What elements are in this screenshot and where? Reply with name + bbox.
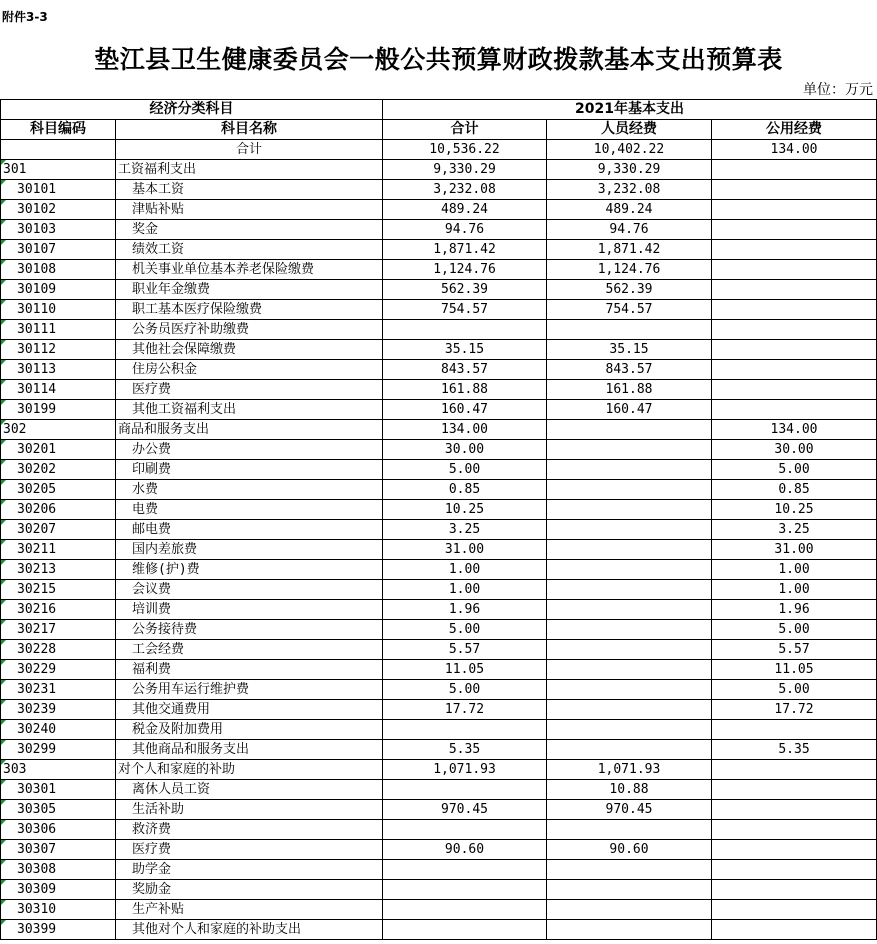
cell-marker-icon — [1, 260, 6, 265]
row-name: 福利费 — [116, 660, 383, 680]
table-row — [1, 280, 877, 300]
row-code: 30110 — [1, 300, 116, 320]
row-public: 1.96 — [712, 600, 877, 620]
row-personnel — [547, 580, 712, 600]
row-total: 562.39 — [383, 280, 547, 300]
row-total: 94.76 — [383, 220, 547, 240]
cell-marker-icon — [1, 160, 6, 165]
row-name: 生产补贴 — [116, 900, 383, 920]
row-personnel: 843.57 — [547, 360, 712, 380]
row-code: 30206 — [1, 500, 116, 520]
cell-marker-icon — [1, 880, 6, 885]
table-row — [1, 220, 877, 240]
row-total: 1,071.93 — [383, 760, 547, 780]
table-row — [1, 540, 877, 560]
row-public — [712, 720, 877, 740]
row-code: 30102 — [1, 200, 116, 220]
table-row — [1, 420, 877, 440]
row-public — [712, 780, 877, 800]
table-row — [1, 240, 877, 260]
row-total: 843.57 — [383, 360, 547, 380]
row-total — [383, 780, 547, 800]
row-personnel: 489.24 — [547, 200, 712, 220]
attachment-label: 附件3-3 — [2, 10, 48, 24]
row-public — [712, 240, 877, 260]
row-public — [712, 180, 877, 200]
row-personnel — [547, 620, 712, 640]
table-row — [1, 320, 877, 340]
row-name: 公务员医疗补助缴费 — [116, 320, 383, 340]
cell-marker-icon — [1, 380, 6, 385]
row-name: 奖金 — [116, 220, 383, 240]
cell-marker-icon — [1, 820, 6, 825]
row-total: 31.00 — [383, 540, 547, 560]
table-row — [1, 460, 877, 480]
row-name: 医疗费 — [116, 840, 383, 860]
row-name: 维修(护)费 — [116, 560, 383, 580]
row-code: 30205 — [1, 480, 116, 500]
cell-marker-icon — [1, 720, 6, 725]
header-code: 科目编码 — [1, 120, 116, 140]
total-row — [1, 140, 877, 160]
row-personnel: 9,330.29 — [547, 160, 712, 180]
row-public: 10.25 — [712, 500, 877, 520]
budget-table — [0, 99, 877, 940]
row-personnel: 161.88 — [547, 380, 712, 400]
table-row — [1, 660, 877, 680]
row-personnel: 1,071.93 — [547, 760, 712, 780]
row-personnel — [547, 880, 712, 900]
row-total — [383, 920, 547, 940]
row-total — [383, 880, 547, 900]
row-personnel — [547, 460, 712, 480]
table-row — [1, 340, 877, 360]
row-personnel: 1,871.42 — [547, 240, 712, 260]
row-name: 其他工资福利支出 — [116, 400, 383, 420]
row-public: 3.25 — [712, 520, 877, 540]
table-row — [1, 700, 877, 720]
row-name: 电费 — [116, 500, 383, 520]
row-code: 30239 — [1, 700, 116, 720]
table-row — [1, 580, 877, 600]
cell-marker-icon — [1, 520, 6, 525]
table-row — [1, 740, 877, 760]
total-public: 134.00 — [712, 140, 877, 160]
row-personnel: 94.76 — [547, 220, 712, 240]
row-personnel — [547, 900, 712, 920]
row-personnel — [547, 520, 712, 540]
row-total: 11.05 — [383, 660, 547, 680]
table-row — [1, 840, 877, 860]
table-row — [1, 360, 877, 380]
header-total: 合计 — [383, 120, 547, 140]
row-name: 其他商品和服务支出 — [116, 740, 383, 760]
row-total — [383, 820, 547, 840]
row-public — [712, 900, 877, 920]
cell-marker-icon — [1, 300, 6, 305]
row-personnel: 3,232.08 — [547, 180, 712, 200]
table-row — [1, 680, 877, 700]
row-public: 5.00 — [712, 460, 877, 480]
row-public — [712, 820, 877, 840]
row-code: 30199 — [1, 400, 116, 420]
row-name: 会议费 — [116, 580, 383, 600]
cell-marker-icon — [1, 900, 6, 905]
row-personnel — [547, 600, 712, 620]
cell-marker-icon — [1, 700, 6, 705]
table-row — [1, 400, 877, 420]
row-total: 3,232.08 — [383, 180, 547, 200]
row-code: 30309 — [1, 880, 116, 900]
cell-marker-icon — [1, 760, 6, 765]
row-code: 30103 — [1, 220, 116, 240]
cell-marker-icon — [1, 840, 6, 845]
table-row — [1, 920, 877, 940]
cell-marker-icon — [1, 580, 6, 585]
row-name: 对个人和家庭的补助 — [116, 760, 383, 780]
row-personnel — [547, 720, 712, 740]
table-row — [1, 380, 877, 400]
cell-marker-icon — [1, 320, 6, 325]
row-code: 303 — [1, 760, 116, 780]
row-name: 医疗费 — [116, 380, 383, 400]
row-code: 30201 — [1, 440, 116, 460]
table-row — [1, 900, 877, 920]
row-code: 30217 — [1, 620, 116, 640]
cell-marker-icon — [1, 240, 6, 245]
row-code: 30107 — [1, 240, 116, 260]
row-name: 税金及附加费用 — [116, 720, 383, 740]
row-code: 30229 — [1, 660, 116, 680]
row-name: 其他交通费用 — [116, 700, 383, 720]
row-name: 水费 — [116, 480, 383, 500]
table-row — [1, 440, 877, 460]
row-public — [712, 400, 877, 420]
row-public: 31.00 — [712, 540, 877, 560]
row-public — [712, 840, 877, 860]
cell-marker-icon — [1, 680, 6, 685]
cell-marker-icon — [1, 560, 6, 565]
row-public — [712, 920, 877, 940]
cell-marker-icon — [1, 460, 6, 465]
row-personnel: 160.47 — [547, 400, 712, 420]
table-row — [1, 500, 877, 520]
table-row — [1, 200, 877, 220]
row-name: 其他对个人和家庭的补助支出 — [116, 920, 383, 940]
row-code: 30231 — [1, 680, 116, 700]
row-code: 30305 — [1, 800, 116, 820]
row-name: 工会经费 — [116, 640, 383, 660]
row-public: 30.00 — [712, 440, 877, 460]
row-public — [712, 200, 877, 220]
total-personnel: 10,402.22 — [547, 140, 712, 160]
header-personnel: 人员经费 — [547, 120, 712, 140]
row-personnel — [547, 680, 712, 700]
total-total: 10,536.22 — [383, 140, 547, 160]
row-personnel: 754.57 — [547, 300, 712, 320]
row-code: 30111 — [1, 320, 116, 340]
row-public — [712, 380, 877, 400]
row-code: 30109 — [1, 280, 116, 300]
cell-marker-icon — [1, 440, 6, 445]
table-row — [1, 560, 877, 580]
row-name: 国内差旅费 — [116, 540, 383, 560]
row-name: 职工基本医疗保险缴费 — [116, 300, 383, 320]
cell-marker-icon — [1, 200, 6, 205]
row-code: 30108 — [1, 260, 116, 280]
row-name: 机关事业单位基本养老保险缴费 — [116, 260, 383, 280]
row-public — [712, 340, 877, 360]
row-total: 3.25 — [383, 520, 547, 540]
row-code: 30112 — [1, 340, 116, 360]
cell-marker-icon — [1, 660, 6, 665]
row-code: 30301 — [1, 780, 116, 800]
cell-marker-icon — [1, 340, 6, 345]
row-public — [712, 260, 877, 280]
row-total: 5.57 — [383, 640, 547, 660]
row-code: 30399 — [1, 920, 116, 940]
table-row — [1, 720, 877, 740]
table-row — [1, 160, 877, 180]
row-total: 90.60 — [383, 840, 547, 860]
row-total — [383, 860, 547, 880]
row-code: 30114 — [1, 380, 116, 400]
row-total: 17.72 — [383, 700, 547, 720]
header-basic-expenditure-2021: 2021年基本支出 — [383, 100, 877, 120]
row-code: 302 — [1, 420, 116, 440]
table-row — [1, 620, 877, 640]
row-personnel — [547, 740, 712, 760]
row-public: 1.00 — [712, 560, 877, 580]
row-personnel — [547, 820, 712, 840]
cell-marker-icon — [1, 220, 6, 225]
row-name: 其他社会保障缴费 — [116, 340, 383, 360]
header-economic-classification: 经济分类科目 — [1, 100, 383, 120]
row-public: 5.00 — [712, 620, 877, 640]
row-name: 工资福利支出 — [116, 160, 383, 180]
row-public — [712, 320, 877, 340]
header-group-row — [1, 100, 877, 120]
row-name: 助学金 — [116, 860, 383, 880]
row-public: 0.85 — [712, 480, 877, 500]
row-personnel — [547, 860, 712, 880]
row-personnel — [547, 420, 712, 440]
row-total: 10.25 — [383, 500, 547, 520]
row-total: 1,124.76 — [383, 260, 547, 280]
row-public — [712, 280, 877, 300]
row-total: 1.00 — [383, 580, 547, 600]
row-total: 5.00 — [383, 460, 547, 480]
row-name: 职业年金缴费 — [116, 280, 383, 300]
row-public — [712, 160, 877, 180]
total-label: 合计 — [116, 140, 383, 160]
row-total — [383, 720, 547, 740]
row-total: 160.47 — [383, 400, 547, 420]
row-total: 5.00 — [383, 620, 547, 640]
header-public: 公用经费 — [712, 120, 877, 140]
row-name: 住房公积金 — [116, 360, 383, 380]
row-personnel — [547, 500, 712, 520]
row-total: 30.00 — [383, 440, 547, 460]
row-total: 5.35 — [383, 740, 547, 760]
row-code: 30215 — [1, 580, 116, 600]
row-personnel: 90.60 — [547, 840, 712, 860]
table-row — [1, 520, 877, 540]
header-column-row — [1, 120, 877, 140]
row-code: 30299 — [1, 740, 116, 760]
row-public — [712, 300, 877, 320]
table-row — [1, 780, 877, 800]
table-row — [1, 180, 877, 200]
row-name: 救济费 — [116, 820, 383, 840]
row-total — [383, 900, 547, 920]
row-code: 30213 — [1, 560, 116, 580]
cell-marker-icon — [1, 280, 6, 285]
row-total: 134.00 — [383, 420, 547, 440]
cell-marker-icon — [1, 500, 6, 505]
row-name: 离休人员工资 — [116, 780, 383, 800]
row-code: 30202 — [1, 460, 116, 480]
table-row — [1, 860, 877, 880]
row-code: 301 — [1, 160, 116, 180]
page-title: 垫江县卫生健康委员会一般公共预算财政拨款基本支出预算表 — [94, 45, 783, 74]
row-name: 公务接待费 — [116, 620, 383, 640]
row-total: 9,330.29 — [383, 160, 547, 180]
row-public: 134.00 — [712, 420, 877, 440]
table-row — [1, 300, 877, 320]
row-personnel — [547, 920, 712, 940]
cell-marker-icon — [1, 360, 6, 365]
row-code: 30308 — [1, 860, 116, 880]
table-row — [1, 260, 877, 280]
cell-marker-icon — [1, 540, 6, 545]
cell-marker-icon — [1, 180, 6, 185]
row-personnel: 562.39 — [547, 280, 712, 300]
row-code: 30240 — [1, 720, 116, 740]
row-public — [712, 800, 877, 820]
row-personnel: 970.45 — [547, 800, 712, 820]
row-name: 绩效工资 — [116, 240, 383, 260]
row-total: 754.57 — [383, 300, 547, 320]
row-personnel — [547, 560, 712, 580]
row-total: 0.85 — [383, 480, 547, 500]
row-public: 17.72 — [712, 700, 877, 720]
cell-marker-icon — [1, 620, 6, 625]
row-name: 公务用车运行维护费 — [116, 680, 383, 700]
row-personnel: 35.15 — [547, 340, 712, 360]
row-code: 30307 — [1, 840, 116, 860]
unit-label: 单位：万元 — [803, 82, 873, 98]
row-personnel — [547, 480, 712, 500]
row-total — [383, 320, 547, 340]
cell-marker-icon — [1, 740, 6, 745]
row-personnel — [547, 640, 712, 660]
row-code: 30310 — [1, 900, 116, 920]
row-code: 30228 — [1, 640, 116, 660]
cell-marker-icon — [1, 920, 6, 925]
cell-marker-icon — [1, 480, 6, 485]
row-total: 1.00 — [383, 560, 547, 580]
row-public: 11.05 — [712, 660, 877, 680]
row-name: 培训费 — [116, 600, 383, 620]
row-name: 生活补助 — [116, 800, 383, 820]
row-code: 30211 — [1, 540, 116, 560]
row-total: 970.45 — [383, 800, 547, 820]
row-name: 基本工资 — [116, 180, 383, 200]
row-name: 商品和服务支出 — [116, 420, 383, 440]
cell-marker-icon — [1, 600, 6, 605]
row-total: 1.96 — [383, 600, 547, 620]
cell-marker-icon — [1, 640, 6, 645]
row-personnel: 1,124.76 — [547, 260, 712, 280]
row-total: 5.00 — [383, 680, 547, 700]
total-code-cell — [1, 140, 116, 160]
row-code: 30216 — [1, 600, 116, 620]
row-public — [712, 760, 877, 780]
cell-marker-icon — [1, 800, 6, 805]
table-row — [1, 760, 877, 780]
row-personnel — [547, 440, 712, 460]
row-total: 489.24 — [383, 200, 547, 220]
header-name: 科目名称 — [116, 120, 383, 140]
table-body — [1, 140, 877, 940]
row-name: 津贴补贴 — [116, 200, 383, 220]
table-row — [1, 640, 877, 660]
row-code: 30207 — [1, 520, 116, 540]
row-personnel — [547, 660, 712, 680]
row-public: 1.00 — [712, 580, 877, 600]
row-total: 161.88 — [383, 380, 547, 400]
row-public: 5.35 — [712, 740, 877, 760]
row-name: 办公费 — [116, 440, 383, 460]
row-personnel: 10.88 — [547, 780, 712, 800]
cell-marker-icon — [1, 780, 6, 785]
row-public: 5.00 — [712, 680, 877, 700]
row-total: 35.15 — [383, 340, 547, 360]
row-name: 印刷费 — [116, 460, 383, 480]
row-public — [712, 880, 877, 900]
row-public — [712, 860, 877, 880]
row-personnel — [547, 700, 712, 720]
row-name: 奖励金 — [116, 880, 383, 900]
row-code: 30306 — [1, 820, 116, 840]
row-code: 30113 — [1, 360, 116, 380]
row-code: 30101 — [1, 180, 116, 200]
row-public — [712, 360, 877, 380]
row-public — [712, 220, 877, 240]
cell-marker-icon — [1, 420, 6, 425]
table-row — [1, 600, 877, 620]
row-personnel — [547, 540, 712, 560]
row-name: 邮电费 — [116, 520, 383, 540]
row-total: 1,871.42 — [383, 240, 547, 260]
cell-marker-icon — [1, 860, 6, 865]
row-personnel — [547, 320, 712, 340]
table-row — [1, 800, 877, 820]
row-public: 5.57 — [712, 640, 877, 660]
table-row — [1, 480, 877, 500]
cell-marker-icon — [1, 400, 6, 405]
table-row — [1, 880, 877, 900]
table-row — [1, 820, 877, 840]
